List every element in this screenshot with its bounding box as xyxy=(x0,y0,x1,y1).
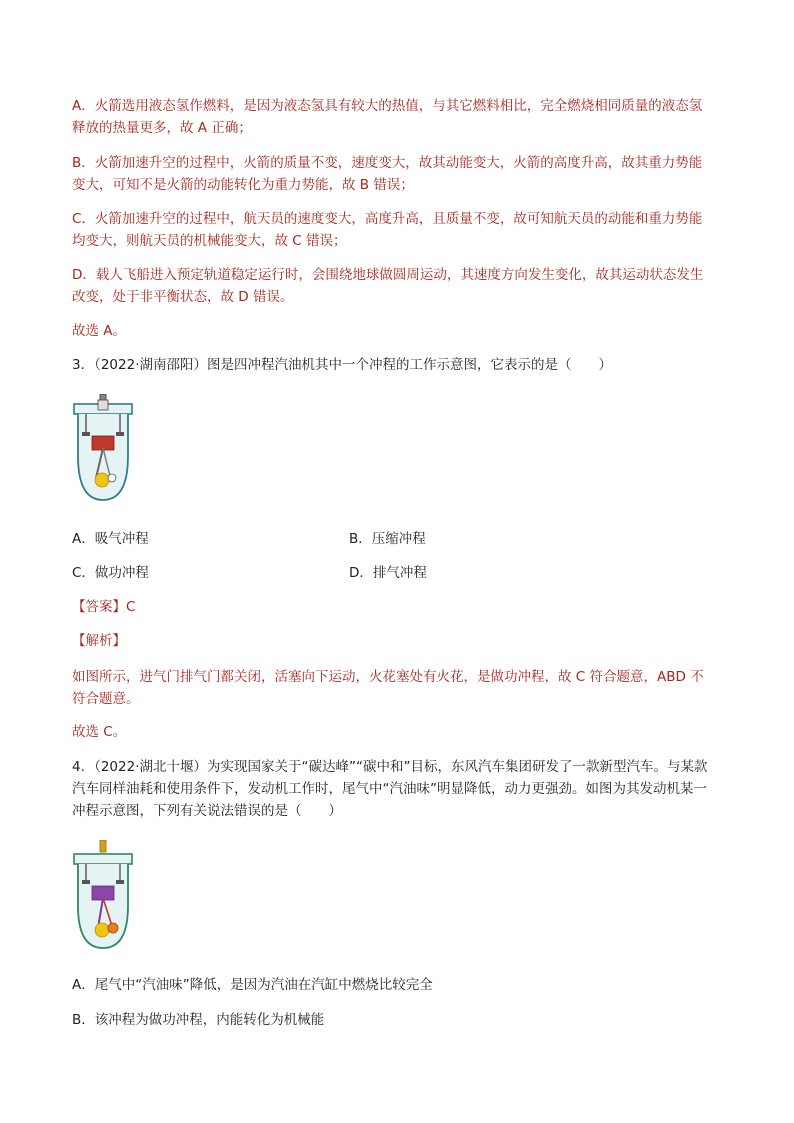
q3-option-b[interactable]: B．压缩冲程 xyxy=(349,531,426,547)
q4-option-b[interactable]: B．该冲程为做功冲程，内能转化为机械能 xyxy=(72,1012,325,1028)
engine-stroke-icon xyxy=(72,394,134,504)
engine-diagram-q4 xyxy=(72,840,134,952)
analysis-option-a-line2: 释放的热量更多，故 A 正确； xyxy=(72,120,252,136)
q3-choice: 故选 C。 xyxy=(72,724,127,740)
analysis-option-c-line2: 均变大，则航天员的机械能变大，故 C 错误； xyxy=(72,233,347,249)
q3-stem: 3．（2022·湖南邵阳）图是四冲程汽油机其中一个冲程的工作示意图，它表示的是（ ） xyxy=(72,357,612,373)
analysis-option-b-line1: B．火箭加速升空的过程中，火箭的质量不变，速度变大，故其动能变大，火箭的高度升高，故其重力势能 xyxy=(72,155,703,171)
analysis-option-d-line2: 改变，处于非平衡状态，故 D 错误。 xyxy=(72,289,294,305)
engine-stroke-icon xyxy=(72,840,134,952)
q3-option-c[interactable]: C．做功冲程 xyxy=(72,565,149,581)
analysis-option-c-line1: C．火箭加速升空的过程中，航天员的速度变大，高度升高，且质量不变，故可知航天员的动能和重力势能 xyxy=(72,211,703,227)
analysis-option-d-line1: D．载人飞船进入预定轨道稳定运行时，会围绕地球做圆周运动，其速度方向发生变化，故其运动状态发生 xyxy=(72,267,704,283)
q4-stem-line1: 4．（2022·湖北十堰）为实现国家关于“碳达峰”“碳中和”目标，东风汽车集团研发了一款新型汽车。与某款 xyxy=(72,759,708,775)
q3-option-d[interactable]: D．排气冲程 xyxy=(349,565,427,581)
q3-analysis-line2: 符合题意。 xyxy=(72,691,140,707)
q4-stem-line2: 汽车同样油耗和使用条件下，发动机工作时，尾气中“汽油味”明显降低，动力更强劲。如图为其发动机某一 xyxy=(72,781,707,797)
q3-option-a[interactable]: A．吸气冲程 xyxy=(72,531,149,547)
q2-choice: 故选 A。 xyxy=(72,323,127,339)
q4-option-a[interactable]: A．尾气中“汽油味”降低，是因为汽油在汽缸中燃烧比较完全 xyxy=(72,977,433,993)
q3-analysis-label: 【解析】 xyxy=(72,633,126,649)
analysis-option-b-line2: 变大，可知不是火箭的动能转化为重力势能，故 B 错误； xyxy=(72,177,414,193)
q3-analysis-line1: 如图所示，进气门排气门都关闭，活塞向下运动，火花塞处有火花，是做功冲程，故 C 符合题意，ABD 不 xyxy=(72,669,704,685)
analysis-option-a-line1: A．火箭选用液态氢作燃料，是因为液态氢具有较大的热值，与其它燃料相比，完全燃烧相同质量的液态氢 xyxy=(72,98,703,114)
q4-stem-line3: 冲程示意图，下列有关说法错误的是（ ） xyxy=(72,803,342,819)
engine-diagram-q3 xyxy=(72,394,134,504)
q3-answer: 【答案】C xyxy=(72,599,136,615)
